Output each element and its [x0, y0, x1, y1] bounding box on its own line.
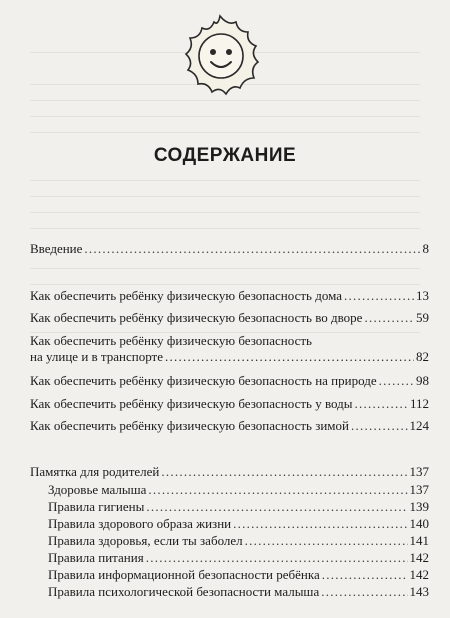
- leader-dots: [233, 516, 407, 532]
- toc-subentry[interactable]: [48, 516, 429, 532]
- leader-dots: [84, 241, 420, 257]
- leader-dots: [321, 584, 407, 600]
- toc-entry-title: Как обеспечить ребёнку физическую безопасность во дворе: [30, 310, 363, 325]
- toc-entry-page: 137: [409, 464, 429, 479]
- toc-entry-title-line1: Как обеспечить ребёнку физическую безопасность: [30, 333, 312, 348]
- toc-entry-title: Правила информационной безопасности ребёнка: [48, 567, 320, 582]
- toc-entry-intro[interactable]: [30, 241, 429, 257]
- toc-entry-page: 13: [416, 288, 429, 303]
- leader-dots: [148, 482, 407, 498]
- smiling-sun-icon: [174, 12, 266, 104]
- leader-dots: [322, 567, 408, 583]
- toc-entry-memo[interactable]: [30, 464, 429, 480]
- toc-entry-title: Правила гигиены: [48, 499, 145, 514]
- toc-entry-section[interactable]: [30, 310, 429, 326]
- leader-dots: [351, 418, 408, 434]
- toc-entry-title-line2: на улице и в транспорте: [30, 349, 163, 364]
- toc-entry-title: Памятка для родителей: [30, 464, 160, 479]
- toc-entry-page: 141: [409, 533, 429, 548]
- leader-dots: [165, 349, 414, 365]
- toc-entry-page: 137: [409, 482, 429, 497]
- toc-entry-page: 139: [409, 499, 429, 514]
- toc-entry-page: 8: [422, 241, 429, 256]
- toc-entry-page: 140: [409, 516, 429, 531]
- toc-entry-page: 112: [409, 396, 429, 411]
- toc-entry-title: Введение: [30, 241, 83, 256]
- toc-entry-title: Как обеспечить ребёнку физическую безопасность у воды: [30, 396, 353, 411]
- toc-subentry[interactable]: [48, 482, 429, 498]
- toc-entry-title: Правила психологической безопасности малыша: [48, 584, 320, 599]
- toc-entry-section[interactable]: [30, 288, 429, 304]
- toc-entry-section[interactable]: [30, 396, 429, 412]
- toc-entry-title: Здоровье малыша: [48, 482, 147, 497]
- toc-entry-page: 142: [409, 567, 429, 582]
- toc-entry-page: 59: [416, 310, 429, 325]
- leader-dots: [344, 288, 414, 304]
- toc-subentry[interactable]: [48, 584, 429, 600]
- toc-entry-section[interactable]: [30, 418, 429, 434]
- leader-dots: [379, 373, 414, 389]
- toc-entry-page: 124: [409, 418, 429, 433]
- leader-dots: [146, 499, 407, 515]
- toc-subentry[interactable]: [48, 533, 429, 549]
- page-title: СОДЕРЖАНИЕ: [153, 145, 297, 166]
- toc-subentry[interactable]: [48, 499, 429, 515]
- toc-entry-title: Правила здоровья, если ты заболел: [48, 533, 243, 548]
- toc-entry-page: 143: [409, 584, 429, 599]
- toc-subentry[interactable]: [48, 550, 429, 566]
- leader-dots: [364, 310, 414, 326]
- leader-dots: [161, 464, 407, 480]
- leader-dots: [354, 396, 407, 412]
- toc-entry-title: Правила здорового образа жизни: [48, 516, 232, 531]
- toc-subentry[interactable]: [48, 567, 429, 583]
- toc-entry-page: 98: [416, 373, 429, 388]
- toc-entry-page: 142: [409, 550, 429, 565]
- leader-dots: [245, 533, 408, 549]
- toc-entry-title: Правила питания: [48, 550, 144, 565]
- toc-entry-section[interactable]: [30, 333, 429, 365]
- toc-entry-section[interactable]: [30, 373, 429, 389]
- toc-entry-title: Как обеспечить ребёнку физическую безопасность зимой: [30, 418, 349, 433]
- leader-dots: [146, 550, 408, 566]
- toc-entry-title: Как обеспечить ребёнку физическую безопасность дома: [30, 288, 342, 303]
- toc-entry-title: Как обеспечить ребёнку физическую безопасность на природе: [30, 373, 377, 388]
- toc-entry-page: 82: [416, 349, 429, 364]
